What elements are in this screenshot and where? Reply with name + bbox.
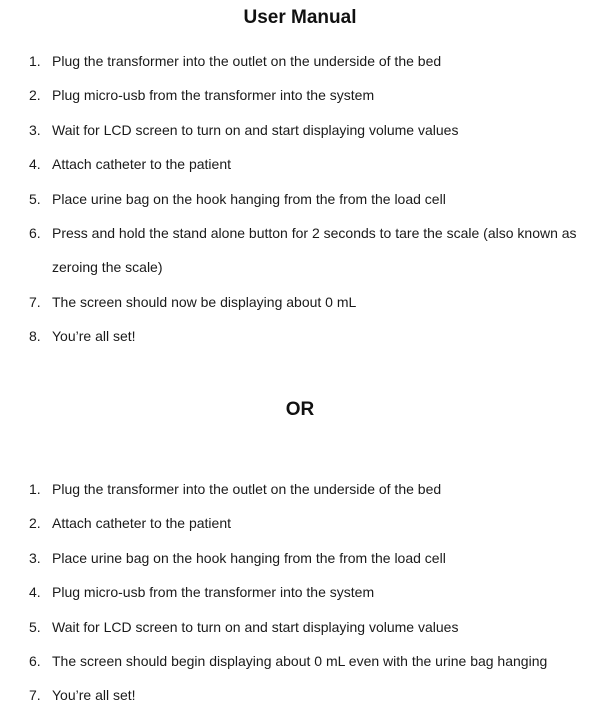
list-item (0, 644, 597, 678)
step-text: Press and hold the stand alone button for 2 seconds to tare the scale (also known as zeroing the scale) (52, 225, 577, 276)
step-number: 5. (29, 618, 41, 635)
list-item (0, 182, 597, 216)
list-item (0, 319, 597, 353)
step-number: 1. (29, 53, 41, 69)
step-text: Plug micro-usb from the transformer into the system (52, 584, 375, 601)
step-text: Plug micro-usb from the transformer into the system (52, 87, 375, 104)
list-item (0, 678, 597, 712)
step-number: 6. (29, 225, 41, 242)
step-number: 7. (29, 687, 41, 704)
step-text: Attach catheter to the patient (52, 156, 232, 173)
list-item (0, 610, 597, 644)
page-title: User Manual (243, 7, 357, 28)
list-item (0, 472, 597, 506)
step-number: 8. (29, 328, 41, 345)
step-text: Wait for LCD screen to turn on and start displaying volume values (52, 618, 459, 635)
step-text: The screen should begin displaying about 0 mL even with the urine bag hanging (52, 653, 548, 670)
list-item (0, 78, 597, 112)
step-number: 3. (29, 121, 41, 138)
step-text: You’re all set! (52, 328, 136, 345)
step-number: 4. (29, 156, 41, 173)
procedure-a-list (0, 44, 597, 354)
list-item (0, 285, 597, 319)
list-item (0, 575, 597, 609)
list-item (0, 113, 597, 147)
step-number: 7. (29, 293, 41, 310)
step-text: You’re all set! (52, 687, 136, 704)
list-item (0, 506, 597, 540)
step-number: 1. (29, 481, 41, 497)
step-text: Plug the transformer into the outlet on the underside of the bed (52, 481, 442, 497)
step-number: 3. (29, 549, 41, 566)
step-number: 4. (29, 584, 41, 601)
step-text: Attach catheter to the patient (52, 515, 232, 532)
list-item (0, 216, 597, 285)
step-text: The screen should now be displaying about 0 mL (52, 293, 357, 310)
procedure-b-list (0, 472, 597, 713)
step-number: 5. (29, 190, 41, 207)
step-text: Wait for LCD screen to turn on and start displaying volume values (52, 121, 459, 138)
list-item (0, 541, 597, 575)
step-number: 6. (29, 653, 41, 670)
list-item (0, 147, 597, 181)
or-separator: OR (285, 399, 315, 420)
list-item (0, 44, 597, 78)
step-text: Place urine bag on the hook hanging from the from the load cell (52, 190, 446, 207)
step-number: 2. (29, 515, 41, 532)
step-text: Place urine bag on the hook hanging from the from the load cell (52, 549, 446, 566)
step-text: Plug the transformer into the outlet on the underside of the bed (52, 53, 442, 69)
step-number: 2. (29, 87, 41, 104)
